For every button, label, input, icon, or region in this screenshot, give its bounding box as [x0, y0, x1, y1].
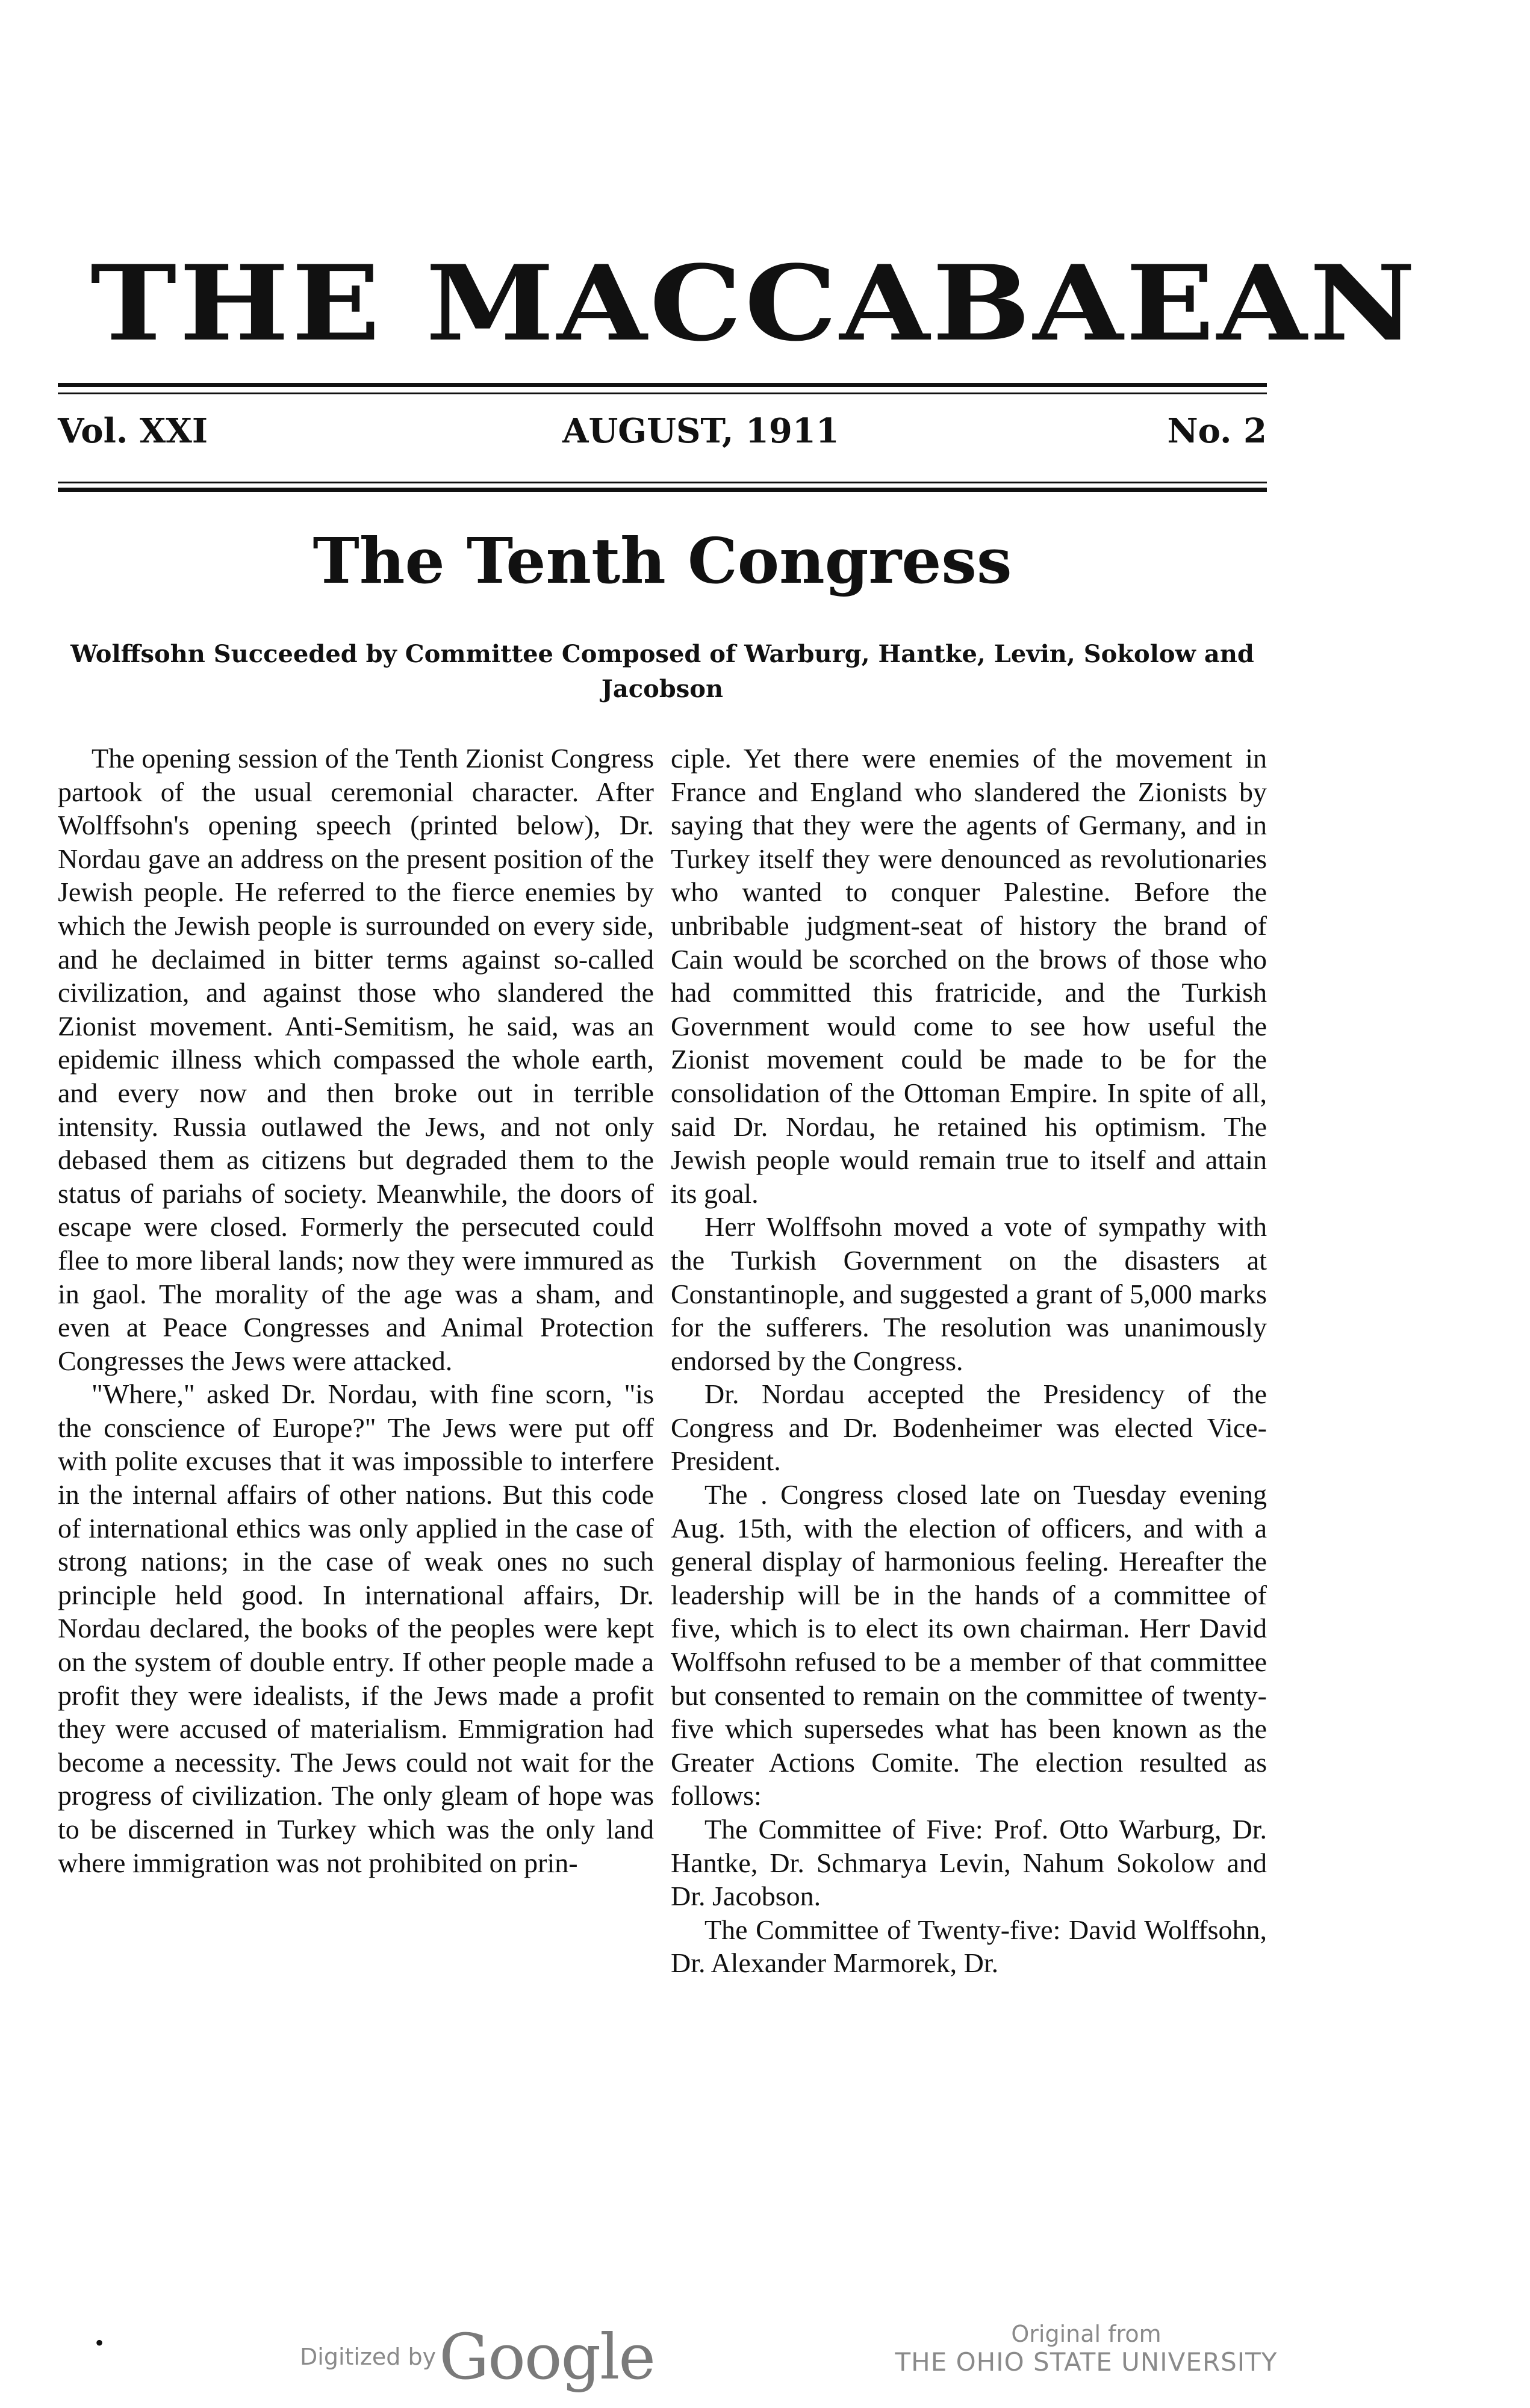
paragraph: The . Congress closed late on Tuesday evening Aug. 15th, with the election of officers, and with a general display of harmonious feeling. Hereafter the leadership will be in the hands of a committee of five, which is to elect its own chairman. Herr David Wolffsohn refused to be a member of that committee but consented to remain on the committee of twenty-five which supersedes what has been known as the Greater Actions Comite. The election resulted as follows:	[671, 1479, 1267, 1811]
university-label: THE OHIO STATE UNIVERSITY	[895, 2347, 1278, 2377]
article-headline: The Tenth Congress	[313, 524, 1012, 598]
paragraph: Dr. Nordau accepted the Presidency of the Congress and Dr. Bodenheimer was elected Vice-President.	[671, 1379, 1267, 1477]
original-from-label: Original from	[1011, 2321, 1161, 2347]
issue-number: No. 2	[1167, 411, 1267, 451]
digitized-watermark	[300, 2320, 655, 2394]
issue-date: AUGUST, 1911	[562, 411, 839, 451]
right-column	[671, 742, 1267, 1980]
paragraph: Herr Wolffsohn moved a vote of sympathy with the Turkish Government on the disasters at Constantinople, and suggested a grant of 5,000 marks for the sufferers. The resolution was unanimously endorsed by the Congress.	[671, 1211, 1267, 1376]
paragraph: "Where," asked Dr. Nordau, with fine scorn, "is the conscience of Europe?" The Jews were put off with polite excuses that it was impossible to interfere in the internal affairs of other nations. But this code of international ethics was only applied in the case of strong nations; in the case of weak ones no such principle held good. In international affairs, Dr. Nordau declared, the books of the peoples were kept on the system of double entry. If other people made a profit they were idealists, if the Jews made a profit they were accused of materialism. Emmigration had become a necessity. The Jews could not wait for the progress of civilization. The only gleam of hope was to be discerned in Turkey which was the only land where immigration was not prohibited on prin-	[58, 1379, 654, 1878]
digitized-by-label: Digitized by	[300, 2344, 437, 2370]
article-subheadline: Wolffsohn Succeeded by Committee Composed of Warburg, Hantke, Levin, Sokolow and Jacobson	[70, 640, 1254, 703]
paragraph: ciple. Yet there were enemies of the movement in France and England who slandered the Zionists by saying that they were the agents of Germany, and in Turkey itself they were denounced as revolutionaries who wanted to conquer Palestine. Before the unbribable judgment-seat of history the brand of Cain would be scorched on the brows of those who had committed this fratricide, and the Turkish Government would come to see how useful the Zionist movement could be made to be for the consolidation of the Ottoman Empire. In spite of all, said Dr. Nordau, he retained his optimism. The Jewish people would remain true to itself and attain its goal.	[671, 743, 1267, 1209]
paragraph: The Committee of Five: Prof. Otto Warburg, Dr. Hantke, Dr. Schmarya Levin, Nahum Sokolow and Dr. Jacobson.	[671, 1814, 1267, 1912]
masthead-rule-thick	[58, 383, 1267, 387]
google-logo: Google	[439, 2320, 655, 2394]
masthead-rule-thin	[58, 393, 1267, 394]
issue-rule-thin	[58, 482, 1267, 483]
paragraph: The Committee of Twenty-five: David Wolffsohn, Dr. Alexander Marmorek, Dr.	[671, 1914, 1267, 1979]
left-column	[58, 742, 654, 1879]
volume-label: Vol. XXI	[58, 411, 208, 451]
footer-mark: •	[95, 2329, 104, 2356]
masthead-title: THE MACCABAEAN	[90, 242, 1419, 364]
original-source	[888, 2321, 1285, 2377]
paragraph: The opening session of the Tenth Zionist Congress partook of the usual ceremonial character. After Wolffsohn's opening speech (printed below), Dr. Nordau gave an address on the present position of the Jewish people. He referred to the fierce enemies by which the Jewish people is surrounded on every side, and he declaimed in bitter terms against so-called civilization, and against those who slandered the Zionist movement. Anti-Semitism, he said, was an epidemic illness which compassed the whole earth, and every now and then broke out in terrible intensity. Russia outlawed the Jews, and not only debased them as citizens but degraded them to the status of pariahs of society. Meanwhile, the doors of escape were closed. Formerly the persecuted could flee to more liberal lands; now they were immured as in gaol. The morality of the age was a sham, and even at Peace Congresses and Animal Protection Congresses the Jews were attacked.	[58, 743, 654, 1376]
issue-rule-thick	[58, 488, 1267, 492]
